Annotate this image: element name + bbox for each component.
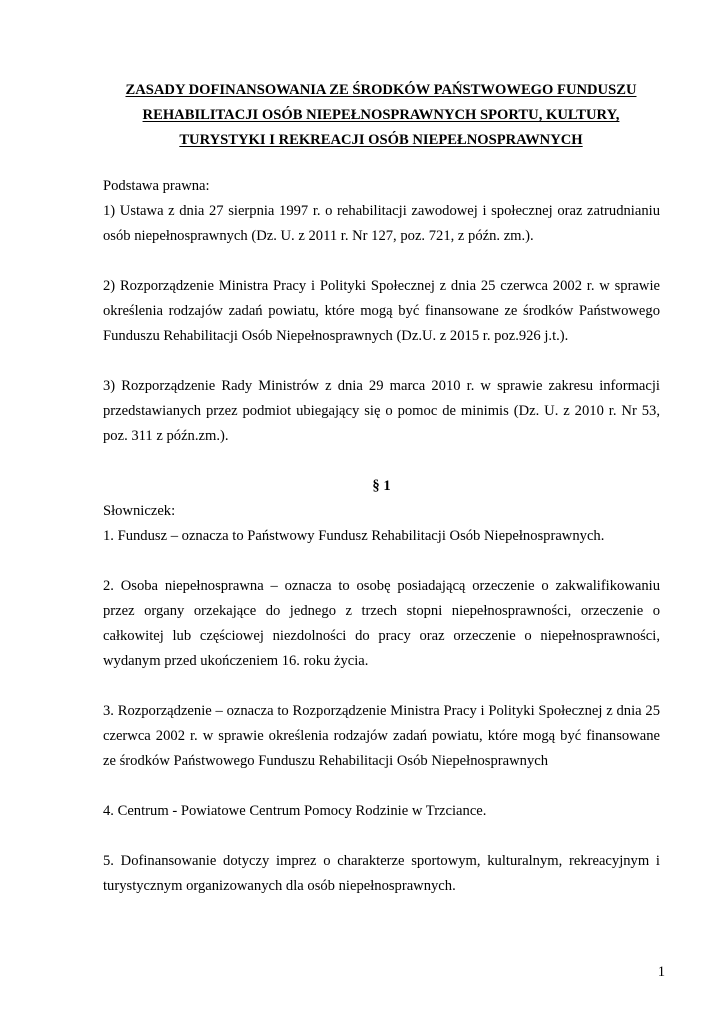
section-1-mark: § 1 (372, 478, 391, 494)
page-number: 1 (657, 964, 665, 980)
legal-basis-item-1: 1) Ustawa z dnia 27 sierpnia 1997 r. o rehabilitacji zawodowej i społecznej oraz zatrudnianiu osób niepełnosprawnych (Dz. U. z 2011 r. Nr 127, poz. 721, z późn. zm.). (103, 203, 660, 244)
glossary-item-3: 3. Rozporządzenie – oznacza to Rozporządzenie Ministra Pracy i Polityki Społecznej z dnia 25 czerwca 2002 r. w sprawie określenia rodzajów zadań powiatu, które mogą być finansowane ze środków Państwowego Funduszu Rehabilitacji Osób Niepełnosprawnych (103, 703, 660, 769)
legal-basis-heading: Podstawa prawna: (103, 178, 210, 194)
document-title (100, 78, 662, 153)
glossary-item-5: 5. Dofinansowanie dotyczy imprez o charakterze sportowym, kulturalnym, rekreacyjnym i turystycznym organizowanych dla osób niepełnosprawnych. (103, 853, 660, 894)
glossary-heading: Słowniczek: (103, 503, 176, 519)
glossary-item-4: 4. Centrum - Powiatowe Centrum Pomocy Rodzinie w Trzciance. (103, 803, 487, 819)
legal-basis-item-2: 2) Rozporządzenie Ministra Pracy i Polityki Społecznej z dnia 25 czerwca 2002 r. w sprawie określenia rodzajów zadań powiatu, które mogą być finansowane ze środków Państwowego Funduszu Rehabilitacji Osób Niepełnosprawnych (Dz.U. z 2015 r. poz.926 j.t.). (103, 278, 660, 344)
document-body (103, 174, 660, 899)
title-line-3: TURYSTYKI I REKREACJI OSÓB NIEPEŁNOSPRAWNYCH (179, 132, 583, 148)
legal-basis-item-3: 3) Rozporządzenie Rady Ministrów z dnia 29 marca 2010 r. w sprawie zakresu informacji przedstawianych przez podmiot ubiegający się o pomoc de minimis (Dz. U. z 2010 r. Nr 53, poz. 311 z późn.zm.). (103, 378, 660, 444)
glossary-item-2: 2. Osoba niepełnosprawna – oznacza to osobę posiadającą orzeczenie o zakwalifikowaniu przez organy orzekające do jednego z trzech stopni niepełnosprawności, orzeczenie o całkowitej lub częściowej niezdolności do pracy oraz orzeczenie o niepełnosprawności, wydanym przed ukończeniem 16. roku życia. (103, 578, 660, 669)
title-line-2: REHABILITACJI OSÓB NIEPEŁNOSPRAWNYCH SPORTU, KULTURY, (142, 107, 620, 123)
title-line-1: ZASADY DOFINANSOWANIA ZE ŚRODKÓW PAŃSTWOWEGO FUNDUSZU (125, 82, 637, 98)
glossary-item-1: 1. Fundusz – oznacza to Państwowy Fundusz Rehabilitacji Osób Niepełnosprawnych. (103, 528, 605, 544)
